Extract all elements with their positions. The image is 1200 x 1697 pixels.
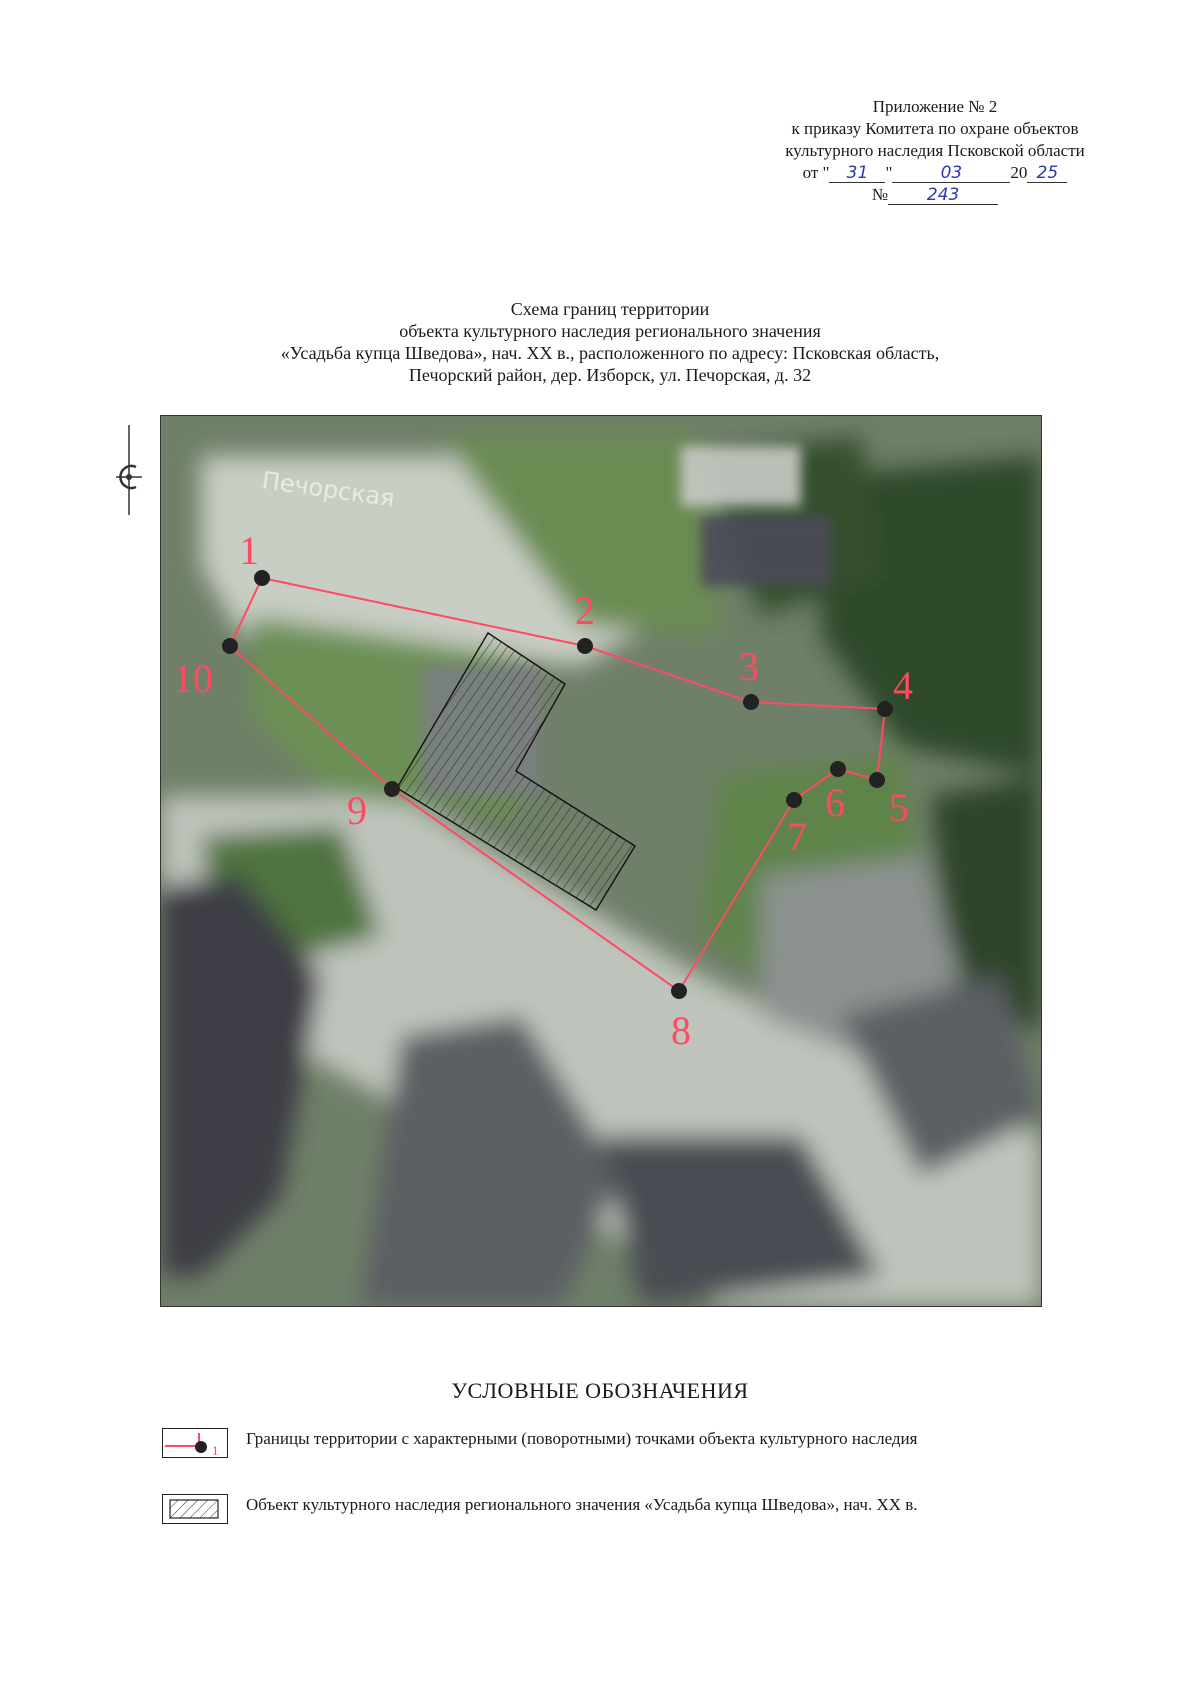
boundary-point-label-2: 2 [575, 588, 595, 633]
boundary-point-7 [786, 792, 802, 808]
boundary-point-8 [671, 983, 687, 999]
boundary-point-label-5: 5 [889, 785, 909, 830]
map-canvas [161, 416, 1041, 1306]
boundary-point-4 [877, 701, 893, 717]
scheme-title [160, 298, 1060, 386]
north-arrow-icon [112, 425, 146, 515]
boundary-point-label-10: 10 [173, 656, 213, 701]
number-prefix: № [871, 185, 889, 204]
title-line-1: Схема границ территории [510, 299, 710, 319]
annex-number-row [720, 184, 1150, 206]
boundary-point-label-4: 4 [893, 663, 913, 708]
date-month: 03 [892, 164, 1010, 183]
boundary-legend-sample-label: 1 [212, 1443, 219, 1457]
heritage-legend-text: Объект культурного наследия регионального значения «Усадьба купца Шведова», нач. XX в. [246, 1495, 918, 1514]
boundary-point-2 [577, 638, 593, 654]
satellite-map [160, 415, 1042, 1307]
boundary-legend-swatch [162, 1428, 228, 1458]
annex-date-row [720, 162, 1150, 184]
boundary-point-label-7: 7 [787, 814, 807, 859]
boundary-point-icon [163, 1429, 227, 1457]
title-line-3: «Усадьба купца Шведова», нач. XX в., расположенного по адресу: Псковская область, [280, 343, 940, 363]
title-line-2: объекта культурного наследия регионального значения [399, 321, 821, 341]
boundary-point-label-6: 6 [825, 780, 845, 825]
title-line-4: Печорский район, дер. Изборск, ул. Печорская, д. 32 [408, 365, 812, 385]
annex-header [720, 96, 1150, 206]
date-year: 25 [1027, 164, 1067, 183]
date-mid: " [885, 163, 893, 182]
boundary-point-6 [830, 761, 846, 777]
boundary-legend-text: Границы территории с характерными (поворотными) точками объекта культурного наследия [246, 1429, 918, 1448]
date-prefix: от " [802, 163, 830, 182]
date-day: 31 [829, 164, 885, 183]
annex-line-1: Приложение № 2 [872, 97, 998, 116]
number-value: 243 [888, 186, 998, 205]
date-year-prefix: 20 [1010, 163, 1028, 182]
heritage-legend-swatch [162, 1494, 228, 1524]
boundary-point-3 [743, 694, 759, 710]
boundary-point-5 [869, 772, 885, 788]
boundary-point-label-1: 1 [239, 528, 259, 573]
legend-title: УСЛОВНЫЕ ОБОЗНАЧЕНИЯ [451, 1378, 749, 1403]
annex-line-2: к приказу Комитета по охране объектов [791, 119, 1079, 138]
boundary-point-10 [222, 638, 238, 654]
hatch-pattern-icon [163, 1495, 227, 1523]
annex-line-3: культурного наследия Псковской области [785, 141, 1085, 160]
street-label: Печорская [260, 466, 397, 513]
boundary-point-9 [384, 781, 400, 797]
boundary-point-label-9: 9 [347, 788, 367, 833]
boundary-point-label-3: 3 [739, 644, 759, 689]
boundary-point-label-8: 8 [671, 1008, 691, 1053]
